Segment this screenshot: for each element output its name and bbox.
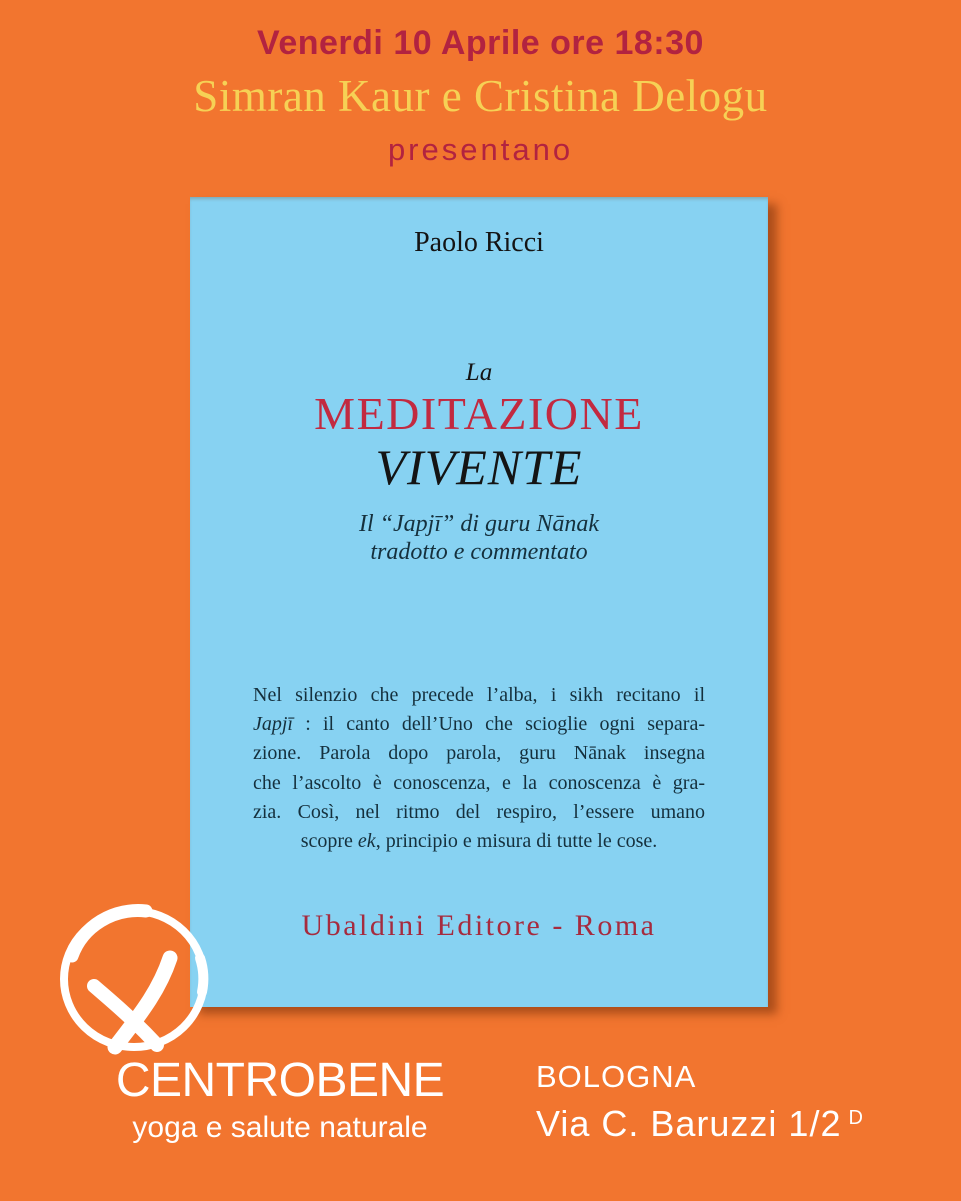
book-title-article: La — [465, 359, 493, 386]
blurb-segment: , principio e misura di tutte le cose. — [375, 830, 658, 853]
book-title-secondary: VIVENTE — [375, 439, 583, 495]
venue-tagline: yoga e salute naturale — [132, 1111, 428, 1144]
presenters: Simran Kaur e Cristina Delogu — [193, 71, 768, 121]
book-title-main: MEDITAZIONE — [314, 388, 644, 439]
centrobene-brush-circle-x-icon — [50, 894, 220, 1062]
address-superscript: D — [848, 1107, 864, 1129]
book-blurb — [253, 681, 705, 856]
blurb-line — [253, 827, 705, 856]
blurb-segment: Nel silenzio che precede l’alba, i sikh recitano il — [253, 684, 705, 706]
blurb-segment: scopre — [300, 830, 358, 853]
book-publisher: Ubaldini Editore - Roma — [301, 909, 657, 942]
blurb-segment: zia. Così, nel ritmo del respiro, l’essere umano — [253, 800, 705, 823]
blurb-segment: zione. Parola dopo parola, guru Nānak insegna — [253, 742, 705, 765]
venue-block — [100, 1056, 460, 1145]
presents-label: presentano — [387, 132, 574, 167]
blurb-line — [253, 798, 705, 827]
blurb-line — [253, 681, 705, 710]
blurb-segment: ek — [357, 830, 376, 853]
blurb-line — [253, 769, 705, 798]
blurb-line — [253, 739, 705, 768]
blurb-line — [253, 710, 705, 739]
venue-name: CENTROBENE — [115, 1054, 445, 1107]
book-author: Paolo Ricci — [414, 227, 544, 258]
book-subtitle-line2: tradotto e commentato — [370, 539, 588, 565]
book-subtitle-line1: Il “Japjī” di guru Nānak — [358, 511, 599, 537]
city-name: BOLOGNA — [536, 1059, 697, 1094]
book-cover — [190, 197, 768, 1007]
address-text: Via C. Baruzzi 1/2 — [536, 1103, 842, 1144]
book-subtitle — [190, 510, 768, 566]
street-address — [536, 1103, 864, 1145]
blurb-segment: : il canto dell’Uno che scioglie ogni separa- — [293, 713, 705, 736]
location-block — [536, 1060, 864, 1145]
event-date: Venerdi 10 Aprile ore 18:30 — [257, 24, 704, 62]
blurb-segment: Japjī — [253, 713, 293, 736]
blurb-segment: che l’ascolto è conoscenza, e la conoscenza è gra- — [253, 771, 705, 794]
